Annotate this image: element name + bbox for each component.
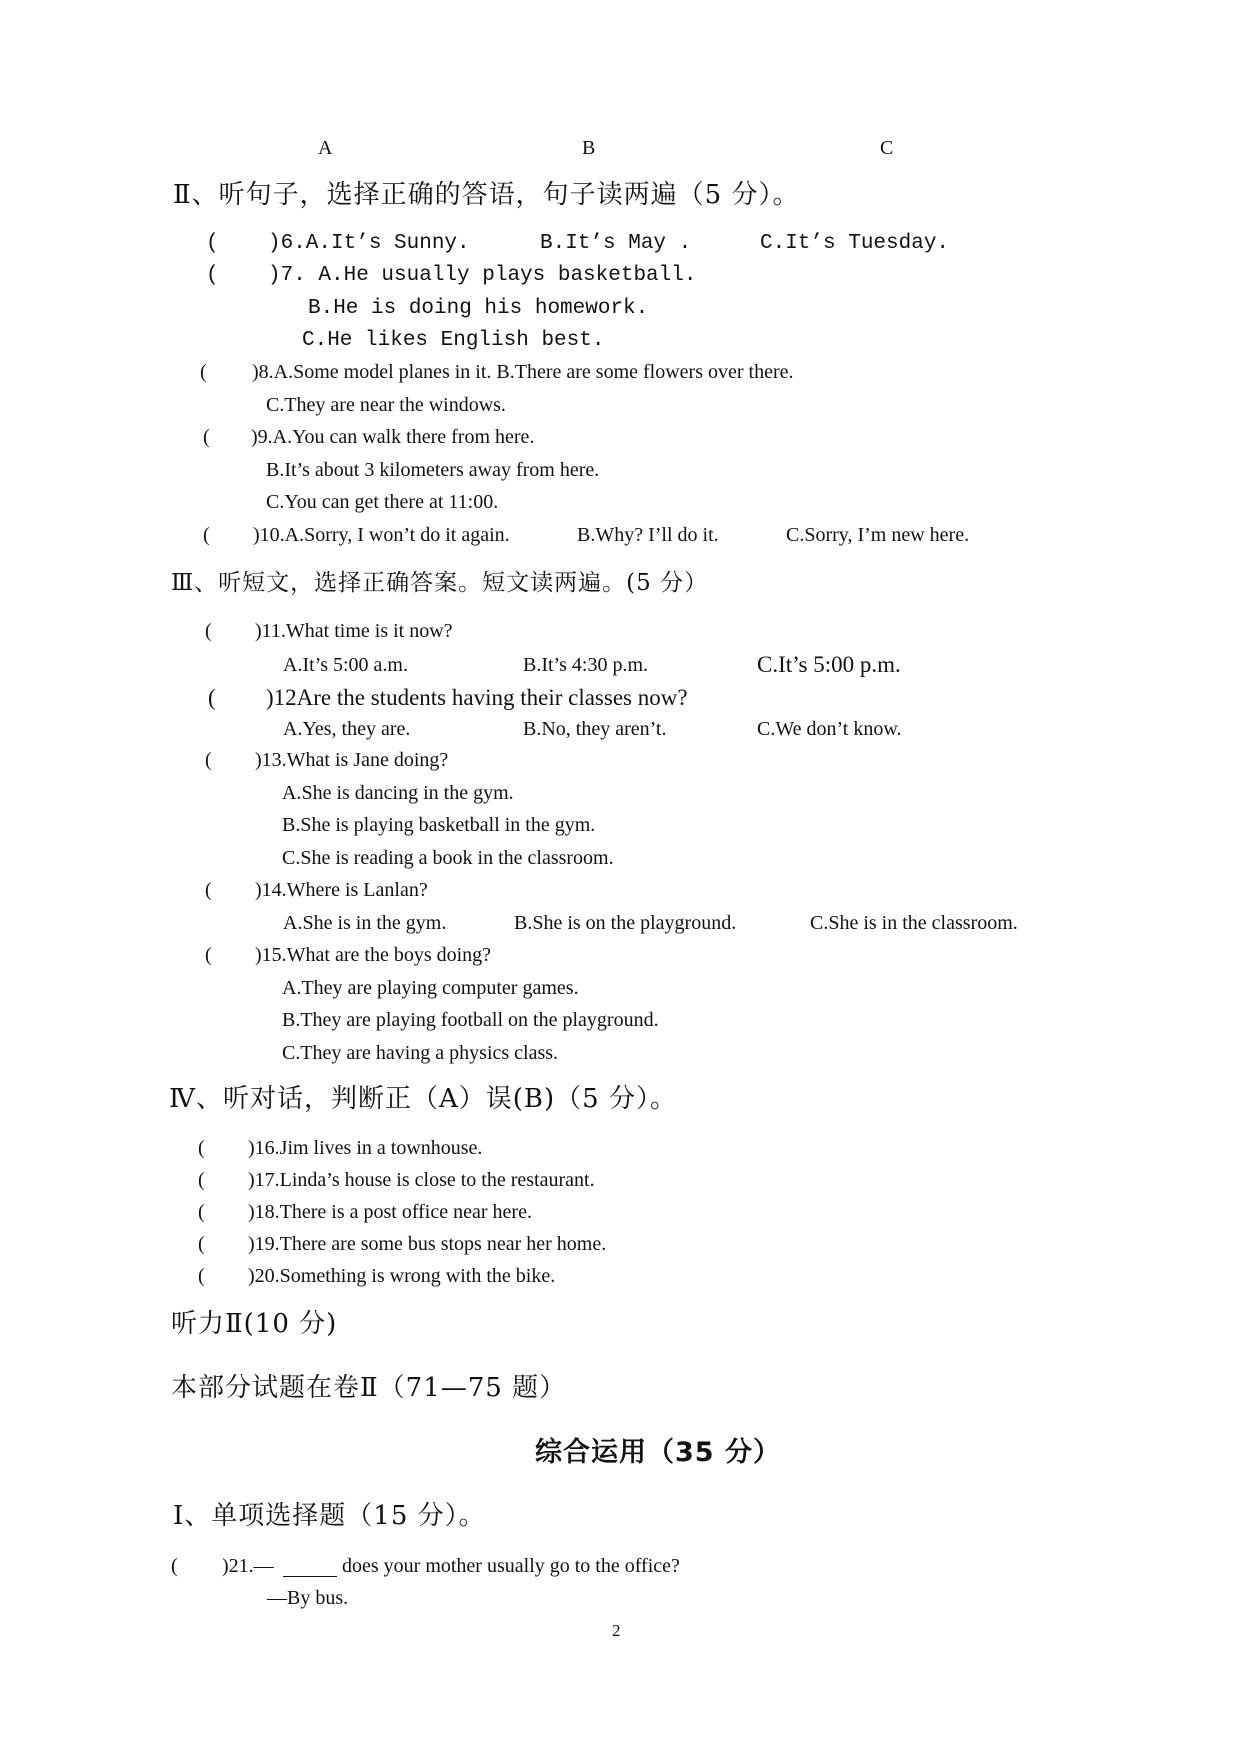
- q14-paren: (: [205, 879, 212, 901]
- q12-option-a: A.Yes, they are.: [283, 718, 411, 740]
- q21-answer: —By bus.: [267, 1587, 349, 1609]
- q6-paren: (: [206, 232, 219, 255]
- q6-option-b: B.It’s May .: [540, 232, 692, 255]
- q10-text: )10.A.Sorry, I won’t do it again.: [253, 524, 510, 546]
- image-label-b: B: [582, 137, 596, 159]
- q8-text: )8.A.Some model planes in it. B.There are some flowers over there.: [252, 361, 794, 383]
- q16-paren: (: [198, 1137, 205, 1159]
- q17-paren: (: [198, 1169, 205, 1191]
- page-number: 2: [612, 1621, 621, 1640]
- q13-option-a: A.She is dancing in the gym.: [282, 782, 514, 804]
- q18-paren: (: [198, 1201, 205, 1223]
- q9-option-c: C.You can get there at 11:00.: [266, 491, 499, 513]
- q9-text: )9.A.You can walk there from here.: [251, 426, 535, 448]
- q21-answer-blank[interactable]: [283, 1558, 337, 1581]
- q15-paren: (: [205, 944, 212, 966]
- q21-paren: (: [171, 1555, 178, 1577]
- q21-number: )21.—: [222, 1555, 274, 1577]
- q11-option-c: C.It’s 5:00 p.m.: [757, 652, 901, 677]
- image-label-a: A: [318, 137, 333, 159]
- q8-option-c: C.They are near the windows.: [266, 394, 506, 416]
- q14-option-c: C.She is in the classroom.: [810, 912, 1018, 934]
- q7-option-b: B.He is doing his homework.: [308, 297, 649, 320]
- q14-option-a: A.She is in the gym.: [283, 912, 447, 934]
- q11-paren: (: [205, 620, 212, 642]
- q12-paren: (: [208, 685, 216, 710]
- image-label-c: C: [880, 137, 894, 159]
- q12-option-b: B.No, they aren’t.: [523, 718, 667, 740]
- q7-option-c: C.He likes English best.: [302, 329, 605, 352]
- q10-paren: (: [203, 524, 210, 546]
- section-4-heading: Ⅳ、听对话，判断正（A）误(B)（5 分）。: [169, 1084, 677, 1114]
- q20-text: )20.Something is wrong with the bike.: [248, 1265, 556, 1287]
- q15-option-a: A.They are playing computer games.: [282, 977, 579, 999]
- q17-text: )17.Linda’s house is close to the restaurant.: [248, 1169, 595, 1191]
- q11-text: )11.What time is it now?: [255, 620, 453, 642]
- q13-option-c: C.She is reading a book in the classroom.: [282, 847, 614, 869]
- q6-text: )6.A.It’s Sunny.: [268, 232, 470, 255]
- section-3-heading: Ⅲ、听短文，选择正确答案。短文读两遍。(5 分）: [171, 570, 709, 596]
- listening-2-title: 听力Ⅱ(10 分): [171, 1309, 338, 1339]
- q19-paren: (: [198, 1233, 205, 1255]
- q15-text: )15.What are the boys doing?: [255, 944, 492, 966]
- part-title: 综合运用（35 分）: [535, 1437, 781, 1468]
- q16-text: )16.Jim lives in a townhouse.: [248, 1137, 483, 1159]
- q10-option-b: B.Why? I’ll do it.: [577, 524, 719, 546]
- q21-text: does your mother usually go to the office?: [342, 1555, 680, 1577]
- q15-option-c: C.They are having a physics class.: [282, 1042, 559, 1064]
- q13-option-b: B.She is playing basketball in the gym.: [282, 814, 596, 836]
- q12-option-c: C.We don’t know.: [757, 718, 902, 740]
- listening-2-note: 本部分试题在卷Ⅱ（71—75 题）: [171, 1373, 567, 1403]
- section-2-heading: Ⅱ、听句子，选择正确的答语，句子读两遍（5 分）。: [173, 180, 800, 210]
- q9-paren: (: [203, 426, 210, 448]
- q18-text: )18.There is a post office near here.: [248, 1201, 532, 1223]
- q11-option-a: A.It’s 5:00 a.m.: [283, 654, 408, 676]
- q14-text: )14.Where is Lanlan?: [255, 879, 428, 901]
- q8-paren: (: [200, 361, 207, 383]
- q13-text: )13.What is Jane doing?: [255, 749, 449, 771]
- q7-text: )7. A.He usually plays basketball.: [268, 264, 697, 287]
- q6-option-c: C.It’s Tuesday.: [760, 232, 950, 255]
- q20-paren: (: [198, 1265, 205, 1287]
- q11-option-b: B.It’s 4:30 p.m.: [523, 654, 649, 676]
- q14-option-b: B.She is on the playground.: [514, 912, 737, 934]
- q19-text: )19.There are some bus stops near her home.: [248, 1233, 607, 1255]
- q12-text: )12Are the students having their classes now?: [266, 685, 688, 710]
- q15-option-b: B.They are playing football on the playground.: [282, 1009, 659, 1031]
- q10-option-c: C.Sorry, I’m new here.: [786, 524, 970, 546]
- q9-option-b: B.It’s about 3 kilometers away from here.: [266, 459, 600, 481]
- single-choice-heading: Ⅰ、单项选择题（15 分）。: [173, 1501, 486, 1531]
- q7-paren: (: [206, 264, 219, 287]
- q13-paren: (: [205, 749, 212, 771]
